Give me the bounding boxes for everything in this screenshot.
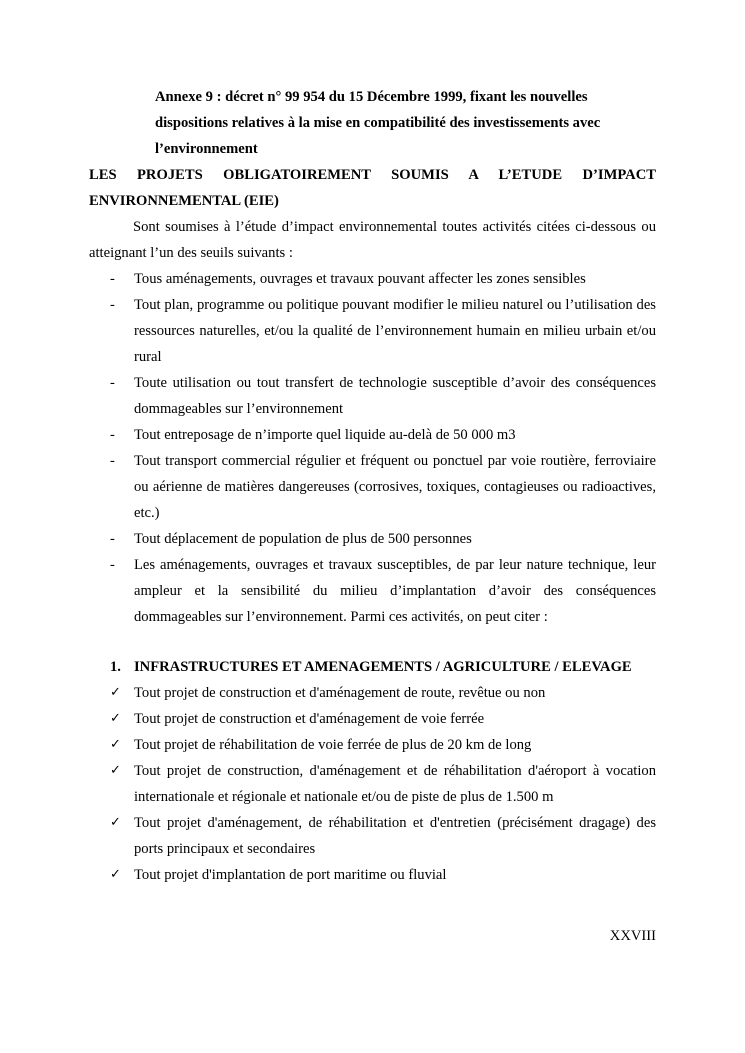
checkmark-icon: ✓ [110, 763, 121, 778]
dash-marker: - [110, 453, 115, 469]
criteria-text: Tout entreposage de n’importe quel liquide au-delà de 50 000 m3 [134, 427, 516, 443]
dash-marker: - [110, 557, 115, 573]
project-text: Tout projet d'implantation de port maritime ou fluvial [134, 867, 447, 883]
dash-marker: - [110, 375, 115, 391]
project-text: Tout projet d'aménagement, de réhabilitation et d'entretien (précisément dragage) des ports principaux et secondaires [134, 815, 656, 857]
project-item [89, 758, 656, 810]
project-item [89, 862, 656, 888]
checkmark-icon: ✓ [110, 867, 121, 882]
project-item [89, 810, 656, 862]
project-text: Tout projet de construction, d'aménagement et de réhabilitation d'aéroport à vocation internationale et régionale et nationale et/ou de piste de plus de 1.500 m [134, 763, 656, 805]
criteria-item [89, 266, 656, 292]
dash-marker: - [110, 271, 115, 287]
project-item [89, 732, 656, 758]
criteria-list [89, 266, 656, 630]
subsection-heading [110, 654, 632, 680]
project-item [89, 680, 656, 706]
intro-paragraph: Sont soumises à l’étude d’impact environnemental toutes activités citées ci-dessous ou atteignant l’un des seuils suivants : [89, 219, 656, 261]
checkmark-icon: ✓ [110, 815, 121, 830]
criteria-item [89, 422, 656, 448]
criteria-item [89, 370, 656, 422]
dash-marker: - [110, 297, 115, 313]
criteria-text: Tout transport commercial régulier et fréquent ou ponctuel par voie routière, ferroviaire ou aérienne de matières dangereuses (corrosives, toxiques, contagieuses ou radioactives, etc.) [134, 453, 656, 521]
criteria-text: Toute utilisation ou tout transfert de technologie susceptible d’avoir des conséquences dommageables sur l’environnement [134, 375, 656, 417]
criteria-item [89, 448, 656, 526]
criteria-text: Les aménagements, ouvrages et travaux susceptibles, de par leur nature technique, leur ampleur et la sensibilité du milieu d’implantation d’avoir des conséquences dommageables sur l’environnement. Parmi ces activités, on peut citer : [134, 557, 656, 625]
section-title: LES PROJETS OBLIGATOIREMENT SOUMIS A L’ETUDE D’IMPACT ENVIRONNEMENTAL (EIE) [89, 167, 656, 209]
project-list [89, 680, 656, 888]
subsection-number: 1. [110, 659, 121, 675]
project-text: Tout projet de réhabilitation de voie ferrée de plus de 20 km de long [134, 737, 532, 753]
subsection-title: INFRASTRUCTURES ET AMENAGEMENTS / AGRICULTURE / ELEVAGE [134, 659, 632, 675]
checkmark-icon: ✓ [110, 711, 121, 726]
checkmark-icon: ✓ [110, 737, 121, 752]
criteria-item [89, 526, 656, 552]
checkmark-icon: ✓ [110, 685, 121, 700]
project-text: Tout projet de construction et d'aménagement de voie ferrée [134, 711, 485, 727]
criteria-text: Tous aménagements, ouvrages et travaux pouvant affecter les zones sensibles [134, 271, 586, 287]
annex-title: Annexe 9 : décret n° 99 954 du 15 Décembre 1999, fixant les nouvelles dispositions relatives à la mise en compatibilité des investissements avec l’environnement [155, 89, 601, 157]
project-text: Tout projet de construction et d'aménagement de route, revêtue ou non [134, 685, 546, 701]
criteria-item [89, 292, 656, 370]
criteria-text: Tout déplacement de population de plus de 500 personnes [134, 531, 472, 547]
project-item [89, 706, 656, 732]
dash-marker: - [110, 427, 115, 443]
criteria-item [89, 552, 656, 630]
page-number: XXVIII [609, 928, 656, 944]
dash-marker: - [110, 531, 115, 547]
criteria-text: Tout plan, programme ou politique pouvant modifier le milieu naturel ou l’utilisation des ressources naturelles, et/ou la qualité de l’environnement humain en milieu urbain et/ou rural [134, 297, 656, 365]
